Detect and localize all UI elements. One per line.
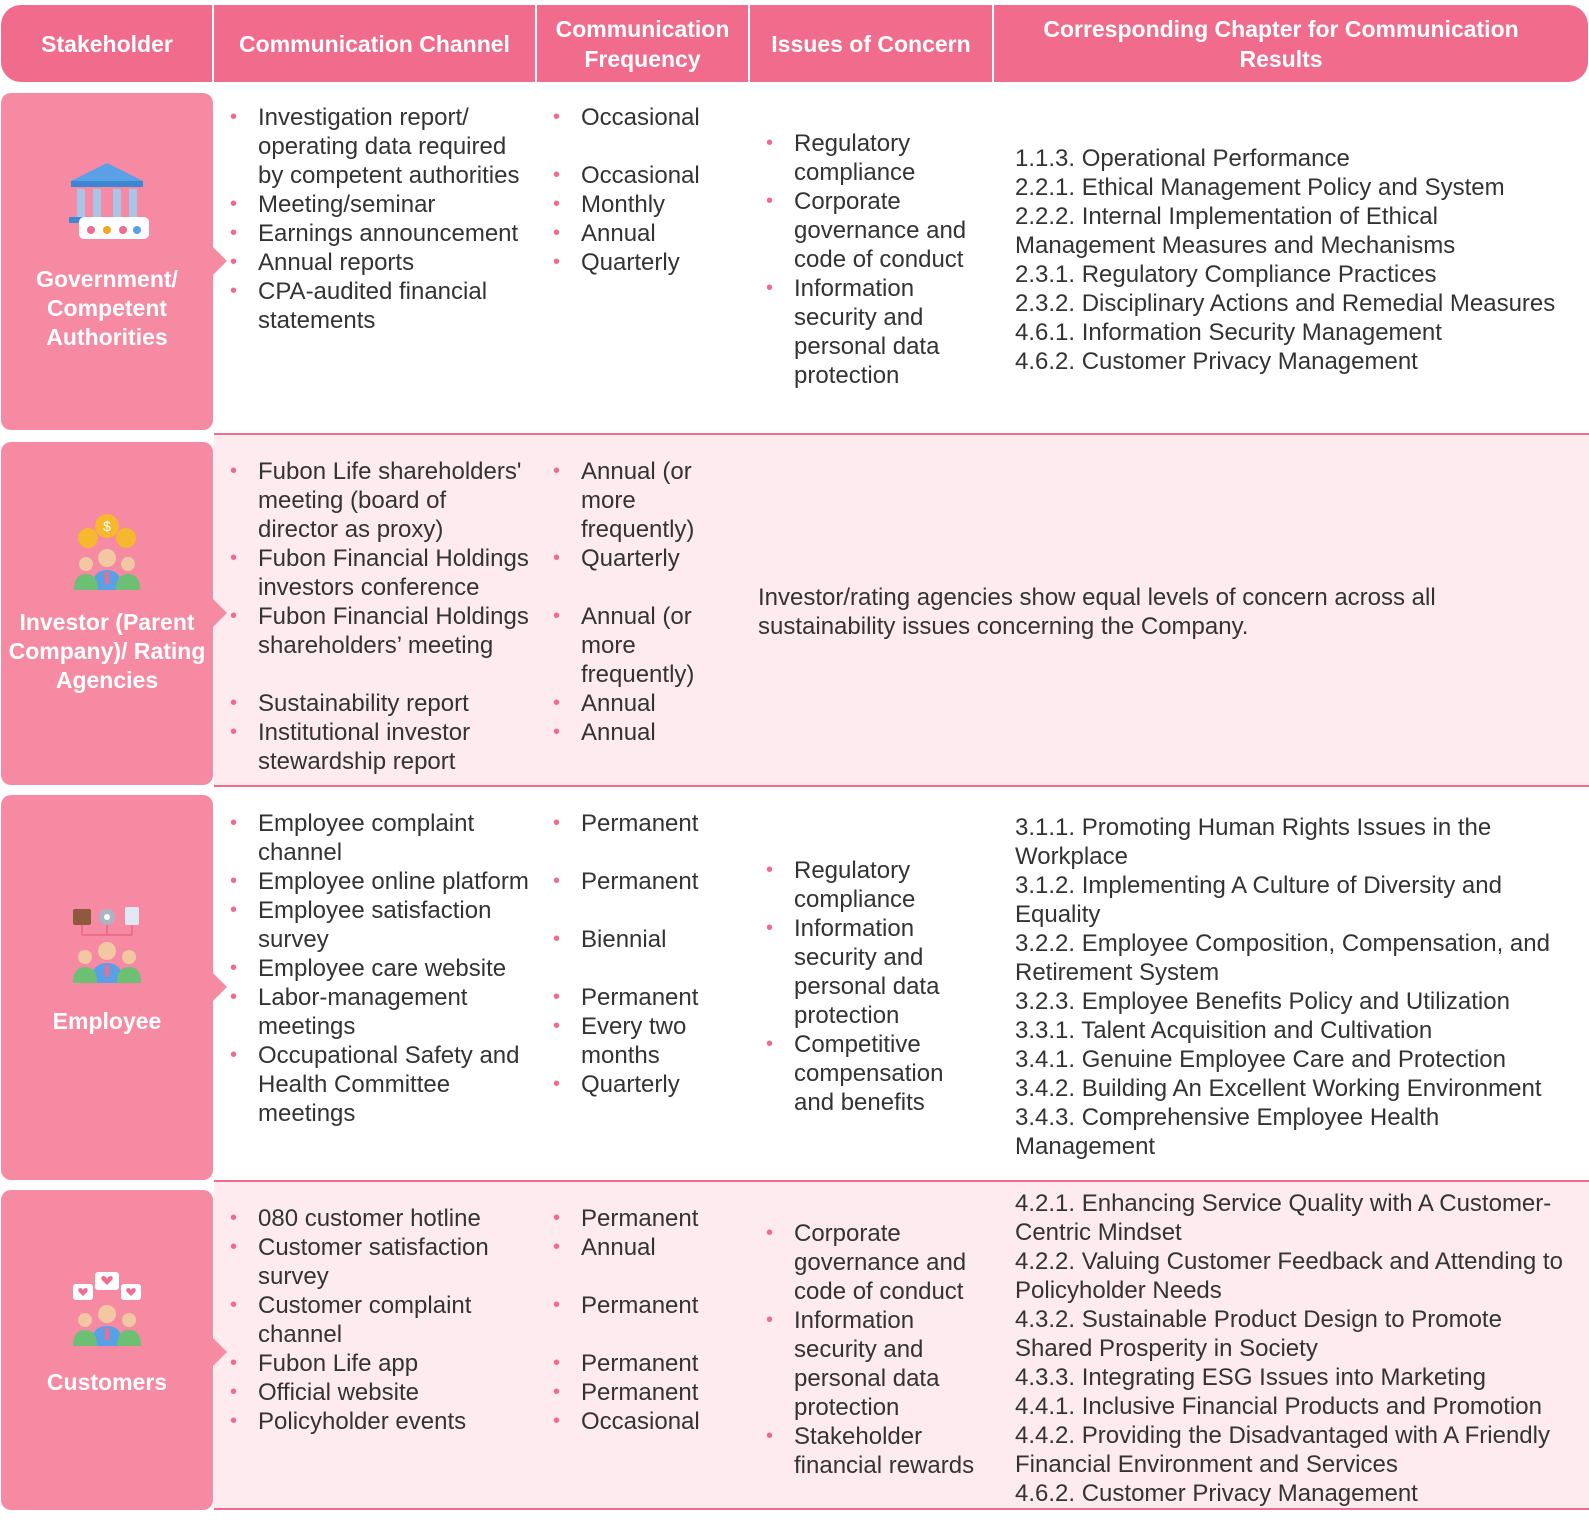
chapter-item: 2.3.2. Disciplinary Actions and Remedial Measures	[1015, 290, 1556, 317]
chapter-item: 4.6.1. Information Security Management	[1015, 319, 1442, 346]
channel-list	[230, 457, 530, 776]
chapter-list	[1015, 1189, 1580, 1508]
stakeholder-label: Government/ Competent Authorities	[36, 266, 178, 350]
channel-list	[230, 809, 530, 1128]
list-item: • Investigation report/ operating data required by competent authorities	[230, 103, 530, 190]
list-item: • Permanent	[553, 1291, 743, 1320]
list-item: • Occupational Safety and Health Committee meetings	[230, 1041, 530, 1128]
chapter-list	[1015, 813, 1580, 1161]
list-item: • Fubon Life shareholders' meeting (board of director as proxy)	[230, 457, 530, 544]
chapter-item: 3.3.1. Talent Acquisition and Cultivation	[1015, 1017, 1433, 1044]
list-item: • Regulatory compliance	[766, 856, 988, 914]
government-building-icon	[65, 161, 149, 246]
list-item: • Employee care website	[230, 954, 530, 983]
row-divider	[214, 785, 1589, 787]
list-item: • Permanent	[553, 983, 743, 1012]
chapter-item: 3.4.3. Comprehensive Employee Health Management	[1015, 1104, 1440, 1160]
list-item: • Permanent	[553, 1378, 743, 1407]
row-divider	[214, 1508, 1589, 1510]
list-item: • CPA-audited financial statements	[230, 277, 530, 335]
list-item: • Biennial	[553, 925, 743, 954]
list-item: • Information security and personal data protection	[766, 274, 988, 390]
list-item: • Corporate governance and code of conduct	[766, 1219, 988, 1306]
list-item: • Annual	[553, 219, 743, 248]
list-item: • Annual (or more frequently)	[553, 602, 743, 689]
list-item: • Permanent	[553, 867, 743, 896]
frequency-list	[553, 103, 743, 277]
list-item: • Labor-management meetings	[230, 983, 530, 1041]
list-item: • Earnings announcement	[230, 219, 530, 248]
list-item: • Competitive compensation and benefits	[766, 1030, 988, 1117]
list-item: • Sustainability report	[230, 689, 530, 718]
list-item: • 080 customer hotline	[230, 1204, 530, 1233]
list-item: • Every two months	[553, 1012, 743, 1070]
stakeholder-label: Employee	[52, 1008, 162, 1034]
list-item: • Permanent	[553, 1349, 743, 1378]
stakeholder-label: Customers	[46, 1369, 168, 1395]
list-item: • Fubon Financial Holdings investors conference	[230, 544, 530, 602]
header-issues: Issues of Concern	[771, 30, 971, 57]
list-item: • Information security and personal data protection	[766, 1306, 988, 1422]
issues-list	[766, 129, 988, 390]
channel-list	[230, 103, 530, 335]
chapter-item: 3.2.3. Employee Benefits Policy and Utilization	[1015, 988, 1510, 1015]
list-item: • Occasional	[553, 161, 743, 190]
list-item: • Annual	[553, 718, 743, 747]
investor-note: Investor/rating agencies show equal levels of concern across all sustainability issues concerning the Company.	[758, 584, 1436, 640]
list-item: • Occasional	[553, 103, 743, 132]
chapter-item: 3.1.1. Promoting Human Rights Issues in the Workplace	[1015, 814, 1492, 870]
frequency-list	[553, 1204, 743, 1436]
chapter-item: 4.2.2. Valuing Customer Feedback and Attending to Policyholder Needs	[1015, 1248, 1563, 1304]
stakeholder-cell-investor	[1, 442, 213, 785]
stakeholder-cell-government	[1, 93, 213, 430]
chapter-item: 2.2.1. Ethical Management Policy and System	[1015, 174, 1505, 201]
list-item: • Fubon Financial Holdings shareholders’ meeting	[230, 602, 530, 660]
chapter-item: 4.6.2. Customer Privacy Management	[1015, 348, 1418, 375]
list-item: • Fubon Life app	[230, 1349, 530, 1378]
list-item: • Permanent	[553, 809, 743, 838]
list-item: • Permanent	[553, 1204, 743, 1233]
list-item: • Employee complaint channel	[230, 809, 530, 867]
issues-list	[766, 1219, 988, 1480]
list-item: • Monthly	[553, 190, 743, 219]
list-item: • Annual	[553, 689, 743, 718]
chapter-item: 4.4.2. Providing the Disadvantaged with A Friendly Financial Environment and Services	[1015, 1422, 1550, 1478]
list-item: • Institutional investor stewardship report	[230, 718, 530, 776]
list-item: • Annual reports	[230, 248, 530, 277]
stakeholder-cell-customers	[1, 1190, 213, 1510]
list-item: • Customer satisfaction survey	[230, 1233, 530, 1291]
list-item: • Annual (or more frequently)	[553, 457, 743, 544]
list-item: • Quarterly	[553, 544, 743, 573]
header-channel: Communication Channel	[239, 30, 510, 57]
employee-org-icon	[69, 903, 145, 988]
channel-list	[230, 1204, 530, 1436]
chapter-item: 4.3.3. Integrating ESG Issues into Marketing	[1015, 1364, 1486, 1391]
stakeholder-label: Investor (Parent Company)/ Rating Agencies	[8, 609, 206, 693]
list-item: • Occasional	[553, 1407, 743, 1436]
chapter-item: 2.2.2. Internal Implementation of Ethical Management Measures and Mechanisms	[1015, 203, 1456, 259]
row-divider	[214, 1180, 1589, 1182]
chapter-item: 3.1.2. Implementing A Culture of Diversity and Equality	[1015, 872, 1502, 928]
chapter-item: 1.1.3. Operational Performance	[1015, 145, 1350, 172]
list-item: • Meeting/seminar	[230, 190, 530, 219]
list-item: • Regulatory compliance	[766, 129, 988, 187]
list-item: • Stakeholder financial rewards	[766, 1422, 988, 1480]
chapter-item: 4.2.1. Enhancing Service Quality with A Customer-Centric Mindset	[1015, 1190, 1552, 1246]
list-item: • Employee online platform	[230, 867, 530, 896]
list-item: • Official website	[230, 1378, 530, 1407]
chapter-item: 4.4.1. Inclusive Financial Products and Promotion	[1015, 1393, 1542, 1420]
chapter-item: 3.2.2. Employee Composition, Compensation, and Retirement System	[1015, 930, 1550, 986]
header-frequency: Communication Frequency	[555, 15, 730, 72]
list-item: • Annual	[553, 1233, 743, 1262]
list-item: • Policyholder events	[230, 1407, 530, 1436]
chapter-item: 2.3.1. Regulatory Compliance Practices	[1015, 261, 1437, 288]
chapter-item: 4.6.2. Customer Privacy Management	[1015, 1480, 1418, 1507]
list-item: • Quarterly	[553, 248, 743, 277]
stakeholder-cell-employee	[1, 795, 213, 1180]
header-chapter: Corresponding Chapter for Communication Results	[1043, 15, 1519, 72]
list-item: • Information security and personal data protection	[766, 914, 988, 1030]
list-item: • Quarterly	[553, 1070, 743, 1099]
list-item: • Employee satisfaction survey	[230, 896, 530, 954]
issues-list	[766, 856, 988, 1117]
frequency-list	[553, 809, 743, 1099]
investor-coins-icon	[72, 512, 142, 597]
list-item: • Customer complaint channel	[230, 1291, 530, 1349]
chapter-item: 3.4.1. Genuine Employee Care and Protection	[1015, 1046, 1506, 1073]
chapter-list	[1015, 144, 1580, 376]
customer-hearts-icon	[71, 1270, 143, 1351]
chapter-item: 3.4.2. Building An Excellent Working Environment	[1015, 1075, 1542, 1102]
row-divider	[214, 433, 1589, 435]
svg-text:$: $	[103, 518, 111, 534]
chapter-item: 4.3.2. Sustainable Product Design to Promote Shared Prosperity in Society	[1015, 1306, 1502, 1362]
header-stakeholder: Stakeholder	[41, 30, 173, 57]
list-item: • Corporate governance and code of conduct	[766, 187, 988, 274]
frequency-list	[553, 457, 743, 747]
